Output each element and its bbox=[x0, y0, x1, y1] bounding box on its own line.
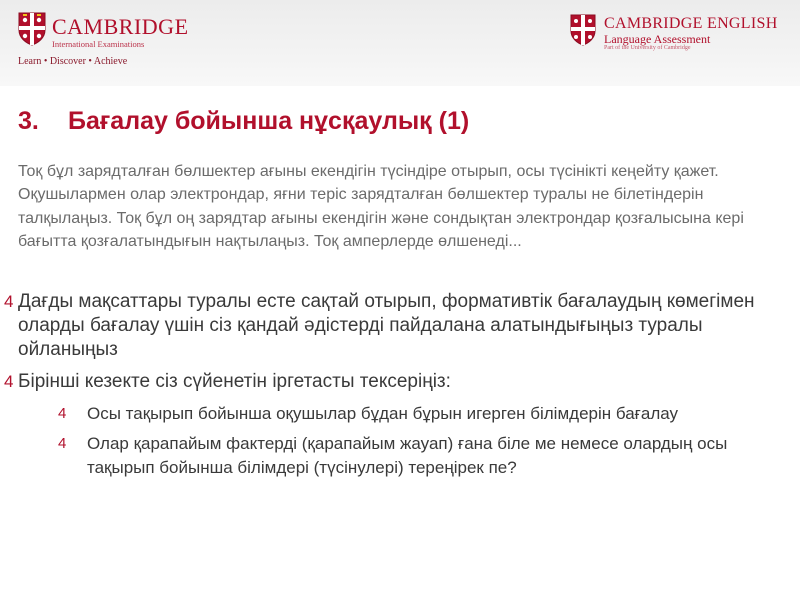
cambridge-tagline: Learn • Discover • Achieve bbox=[18, 56, 128, 67]
sub-bullet-marker-icon: 4 bbox=[58, 405, 67, 422]
sub-bullet-text: Осы тақырып бойынша оқушылар бұдан бұрын игерген білімдерін бағалау bbox=[87, 404, 679, 423]
header-band bbox=[0, 0, 800, 86]
cambridge-english-subtitle-small: Part of the University of Cambridge bbox=[604, 45, 691, 51]
bullet-list bbox=[0, 290, 800, 486]
cambridge-english-shield-icon bbox=[570, 14, 596, 46]
cambridge-brand-subtitle: International Examinations bbox=[52, 39, 145, 49]
sub-bullet-marker-icon: 4 bbox=[58, 435, 67, 452]
cambridge-logo bbox=[18, 12, 198, 78]
bullet-text: Бірінші кезекте сіз сүйенетін іргетасты тексеріңіз: bbox=[18, 371, 451, 392]
cambridge-brand-name: CAMBRIDGE bbox=[52, 14, 189, 39]
sub-bullet-item bbox=[0, 432, 787, 480]
bullet-text: Дағды мақсаттары туралы есте сақтай отырып, формативтік бағалаудың көмегімен оларды бағалау үшін сіз қандай әдістерді пайдалана алатындығыңыз туралы ойланыңыз bbox=[18, 291, 755, 360]
sub-bullet-text: Олар қарапайым фактерді (қарапайым жауап) ғана біле ме немесе олардың осы тақырып бойынша білімдері (түсінулері) тереңірек пе? bbox=[87, 434, 728, 477]
slide-title-text: Бағалау бойынша нұсқаулық (1) bbox=[68, 107, 470, 135]
bullet-marker-icon: 4 bbox=[4, 292, 14, 311]
sub-bullet-item bbox=[0, 402, 787, 426]
bullet-marker-icon: 4 bbox=[4, 372, 14, 391]
cambridge-english-subtitle: Language Assessment bbox=[604, 32, 711, 46]
cambridge-english-brand-name: CAMBRIDGE ENGLISH bbox=[604, 15, 778, 32]
slide-number: 3. bbox=[18, 107, 39, 135]
bullet-item bbox=[0, 290, 788, 362]
cambridge-shield-icon bbox=[18, 12, 46, 46]
bullet-item bbox=[0, 370, 788, 394]
slide-title bbox=[18, 107, 469, 136]
intro-paragraph: Тоқ бұл зарядталған бөлшектер ағыны екендігін түсіндіре отырып, осы түсінікті кеңейту қажет. Оқушылармен олар электрондар, яғни теріс зарядталған бөлшектер туралы не білетіндерін талқылаңыз. Тоқ бұл оң зарядтар ағыны екендігін және сондықтан электрондар қозғалысына кері бағытта қозғалатындығын нақтылаңыз. Тоқ амперлерде өлшенеді... bbox=[18, 163, 744, 250]
cambridge-english-logo bbox=[570, 14, 790, 54]
